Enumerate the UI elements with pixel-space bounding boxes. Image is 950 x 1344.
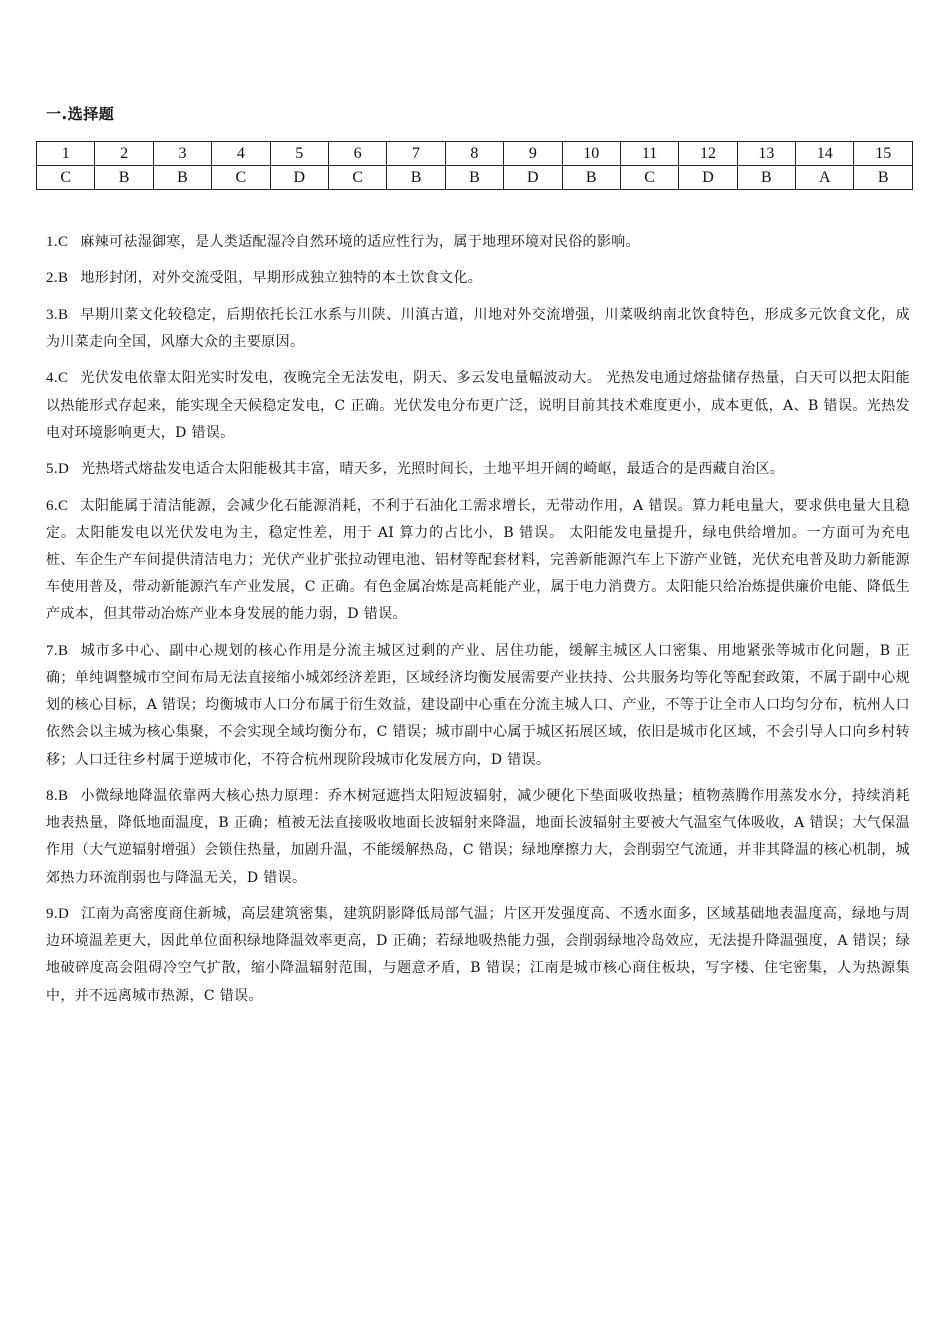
explanation-text: 太阳能属于清洁能源，会减少化石能源消耗，不利于石油化工需求增长，无带动作用，A 错误。算力耗电量大，要求供电量大且稳定。太阳能发电以光伏发电为主，稳定性差，用于 AI 算力的占比小，B 错误。 太阳能发电量提升，绿电供给增加。一方面可为充电桩、车企生产车间提供清洁电力；光伏产业扩张拉动锂电池、铝材等配套材料，完善新能源汽车上下游产业链，光伏充电普及助力新能源车使用普及，带动新能源汽车产业发展，C 正确。有色金属冶炼是高耗能产业，属于电力消费方。太阳能只给冶炼提供廉价电能、降低生产成本，但其带动冶炼产业本身发展的能力弱，D 错误。 xyxy=(46,497,910,623)
answer-cell: C xyxy=(328,166,386,190)
explanation-item xyxy=(46,901,910,1010)
explanation-text: 小微绿地降温依靠两大核心热力原理：乔木树冠遮挡太阳短波辐射，减少硬化下垫面吸收热量；植物蒸腾作用蒸发水分，持续消耗地表热量，降低地面温度，B 正确；植被无法直接吸收地面长波辐射来降温，地面长波辐射主要被大气温室气体吸收，A 错误；大气保温作用（大气逆辐射增强）会锁住热量，加剧升温，不能缓解热岛，C 错误；绿地摩擦力大，会削弱空气流通，并非其降温的核心机制，城郊热力环流削弱也与降温无关，D 错误。 xyxy=(46,787,910,886)
explanation-text: 麻辣可祛湿御寒，是人类适配湿冷自然环境的适应性行为，属于地理环境对民俗的影响。 xyxy=(80,234,640,250)
question-answer-label: 3.B xyxy=(46,306,69,323)
question-number-row xyxy=(37,142,913,166)
explanation-text: 光伏发电依靠太阳光实时发电，夜晚完全无法发电，阴天、多云发电量幅波动大。 光热发电通过熔盐储存热量，白天可以把太阳能以热能形式存起来，能实现全天候稳定发电，C 正确。光伏发电分布更广泛，说明目前其技术难度更小，成本更低，A、B 错误。光热发电对环境影响更大，D 错误。 xyxy=(46,370,910,441)
answer-cell: B xyxy=(95,166,153,190)
explanation-text: 光热塔式熔盐发电适合太阳能极其丰富，晴天多，光照时间长，土地平坦开阔的崎岖，最适合的是西藏自治区。 xyxy=(81,461,785,478)
explanation-text: 江南为高密度商住新城，高层建筑密集，建筑阴影降低局部气温；片区开发强度高、不透水面多，区域基础地表温度高，绿地与周边环境温差更大，因此单位面积绿地降温效率更高，D 正确；若绿地吸热能力强，会削弱绿地冷岛效应，无法提升降温强度，A 错误；绿地破碎度高会阻碍冷空气扩散，缩小降温辐射范围，与题意矛盾，B 错误；江南是城市核心商住板块，写字楼、住宅密集，人为热源集中，并不远离城市热源，C 错误。 xyxy=(46,905,910,1004)
explanation-item xyxy=(46,783,910,892)
question-number-cell: 1 xyxy=(37,142,95,166)
explanation-item xyxy=(46,265,910,292)
question-number-cell: 13 xyxy=(737,142,795,166)
explanation-text: 地形封闭，对外交流受阻，早期形成独立独特的本土饮食文化。 xyxy=(80,270,483,287)
answer-cell: A xyxy=(796,166,854,190)
answer-cell: B xyxy=(387,166,445,190)
question-number-cell: 14 xyxy=(796,142,854,166)
question-number-cell: 4 xyxy=(212,142,270,166)
question-number-cell: 9 xyxy=(504,142,562,166)
question-answer-label: 5.D xyxy=(46,461,70,478)
answer-cell: B xyxy=(445,166,503,190)
question-number-cell: 3 xyxy=(153,142,211,166)
answer-cell: D xyxy=(504,166,562,190)
explanation-item xyxy=(46,229,910,256)
question-answer-label: 4.C xyxy=(46,370,69,387)
explanation-item xyxy=(46,456,910,483)
question-number-cell: 15 xyxy=(854,142,913,166)
answer-table xyxy=(36,141,913,190)
question-number-cell: 2 xyxy=(95,142,153,166)
answer-cell: C xyxy=(212,166,270,190)
question-number-cell: 7 xyxy=(387,142,445,166)
question-number-cell: 12 xyxy=(679,142,737,166)
question-number-cell: 5 xyxy=(270,142,328,166)
answer-cell: B xyxy=(854,166,913,190)
question-answer-label: 9.D xyxy=(46,905,70,922)
explanation-item xyxy=(46,638,910,774)
answer-cell: D xyxy=(270,166,328,190)
answer-cell: D xyxy=(679,166,737,190)
explanation-text: 城市多中心、副中心规划的核心作用是分流主城区过剩的产业、居住功能，缓解主城区人口密集、用地紧张等城市化问题，B 正确；单纯调整城市空间布局无法直接缩小城郊经济差距，区域经济均衡发展需要产业扶持、公共服务均等化等配套政策，不属于副中心规划的核心目标，A 错误；均衡城市人口分布属于衍生效益，建设副中心重在分流主城人口、产业，不等于让全市人口均匀分布，杭州人口依然会以主城为核心集聚，不会实现全域均衡分布，C 错误；城市副中心属于城区拓展区域，依旧是城市化区域，不会引导人口向乡村转移；人口迁往乡村属于逆城市化，不符合杭州现阶段城市化发展方向，D 错误。 xyxy=(46,642,910,768)
question-number-cell: 6 xyxy=(328,142,386,166)
question-number-cell: 10 xyxy=(562,142,620,166)
answer-explanations xyxy=(46,229,910,1019)
explanation-item xyxy=(46,365,910,447)
question-number-cell: 8 xyxy=(445,142,503,166)
answer-cell: B xyxy=(562,166,620,190)
question-number-cell: 11 xyxy=(620,142,678,166)
question-answer-label: 2.B xyxy=(46,270,69,287)
answer-cell: C xyxy=(37,166,95,190)
answer-cell: B xyxy=(153,166,211,190)
answer-cell: B xyxy=(737,166,795,190)
question-answer-label: 8.B xyxy=(46,787,69,804)
section-title: 一.选择题 xyxy=(46,105,115,123)
explanation-item xyxy=(46,493,910,629)
answer-row xyxy=(37,166,913,190)
question-answer-label: 1.C xyxy=(46,234,69,250)
question-answer-label: 7.B xyxy=(46,642,69,659)
explanation-item xyxy=(46,302,910,356)
answer-cell: C xyxy=(620,166,678,190)
question-answer-label: 6.C xyxy=(46,497,69,514)
explanation-text: 早期川菜文化较稳定，后期依托长江水系与川陕、川滇古道，川地对外交流增强，川菜吸纳南北饮食特色，形成多元饮食文化，成为川菜走向全国，风靡大众的主要原因。 xyxy=(46,306,910,350)
